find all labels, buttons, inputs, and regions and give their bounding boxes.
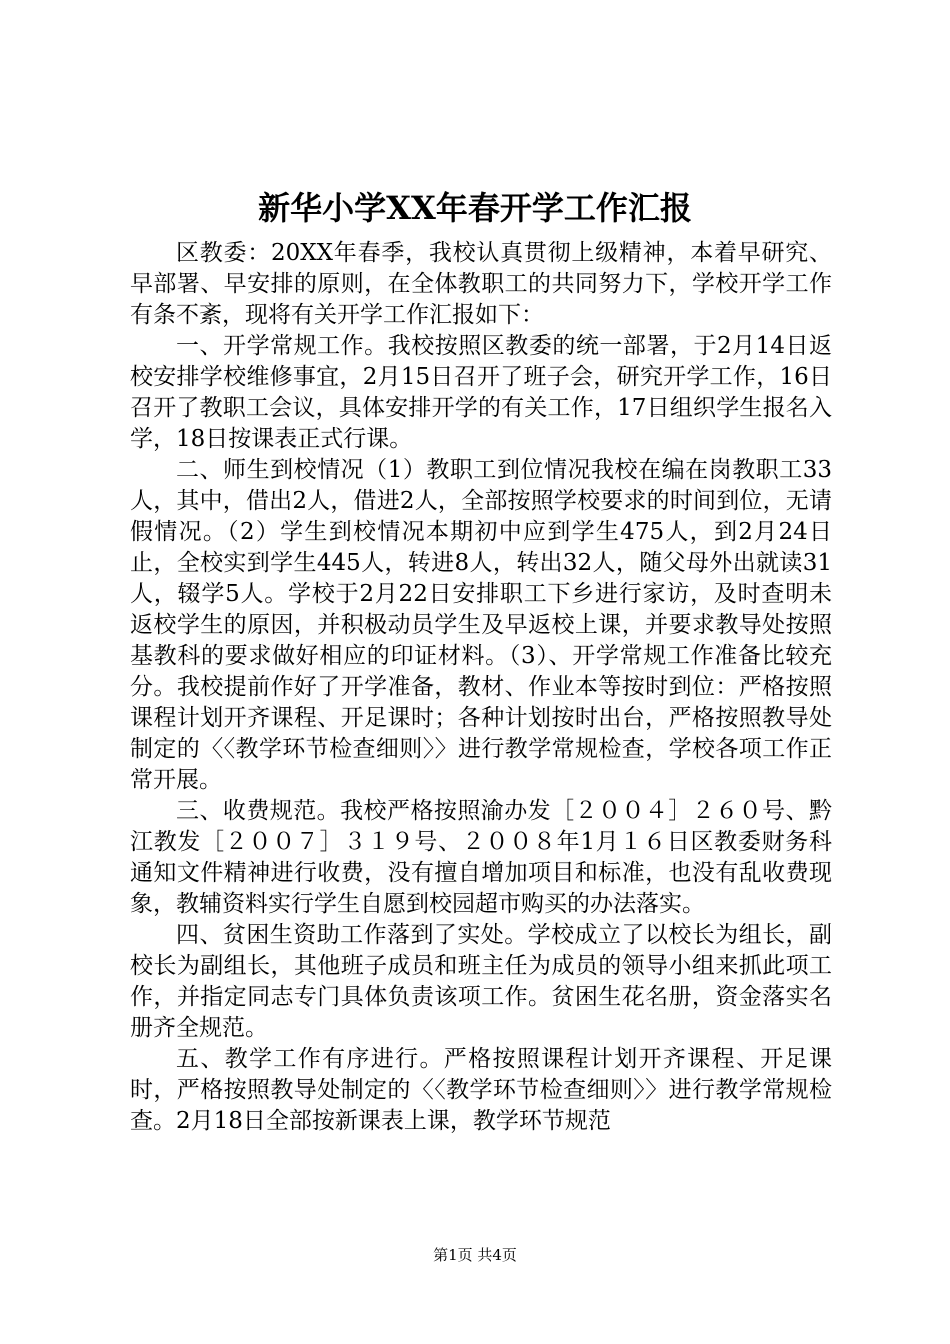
paragraph-section-2: 二、师生到校情况（1）教职工到位情况我校在编在岗教职工33人，其中，借出2人，借进2人，全部按照学校要求的时间到位，无请假情况。（2）学生到校情况本期初中应到学生475人，到2月24日止，全校实到学生445人，转进8人，转出32人，随父母外出就读31人，辍学5人。学校于2月22日安排职工下乡进行家访，及时查明未返校学生的原因，并积极动员学生及早返校上课，并要求教导处按照基教科的要求做好相应的印证材料。（3）、开学常规工作准备比较充分。我校提前作好了开学准备，教材、作业本等按时到位：严格按照课程计划开齐课程、开足课时；各种计划按时出台，严格按照教导处制定的〈〈教学环节检查细则〉〉进行教学常规检查，学校各项工作正常开展。 [130,457,832,793]
paragraph-intro: 区教委：20XX年春季，我校认真贯彻上级精神，本着早研究、早部署、早安排的原则，在全体教职工的共同努力下，学校开学工作有条不紊，现将有关开学工作汇报如下： [130,240,832,328]
document-title: 新华小学XX年春开学工作汇报 [258,189,692,227]
page-number-footer: 第1页 共4页 [433,1246,517,1264]
paragraph-section-3: 三、收费规范。我校严格按照渝办发［２００４］２６０号、黔江教发［２００７］３１９号、２００８年1月１６日区教委财务科通知文件精神进行收费，没有擅自增加项目和标准，也没有乱收费现象，教辅资料实行学生自愿到校园超市购买的办法落实。 [130,798,832,917]
paragraph-section-4: 四、贫困生资助工作落到了实处。学校成立了以校长为组长，副校长为副组长，其他班子成员和班主任为成员的领导小组来抓此项工作，并指定同志专门具体负责该项工作。贫困生花名册，资金落实名册齐全规范。 [130,922,832,1041]
paragraph-section-1: 一、开学常规工作。我校按照区教委的统一部署，于2月14日返校安排学校维修事宜，2月15日召开了班子会，研究开学工作，16日召开了教职工会议，具体安排开学的有关工作，17日组织学生报名入学，18日按课表正式行课。 [130,333,832,452]
document-body [130,238,832,1137]
paragraph-section-5: 五、教学工作有序进行。严格按照课程计划开齐课程、开足课时，严格按照教导处制定的〈〈教学环节检查细则〉〉进行教学常规检查。2月18日全部按新课表上课，教学环节规范 [130,1046,832,1134]
